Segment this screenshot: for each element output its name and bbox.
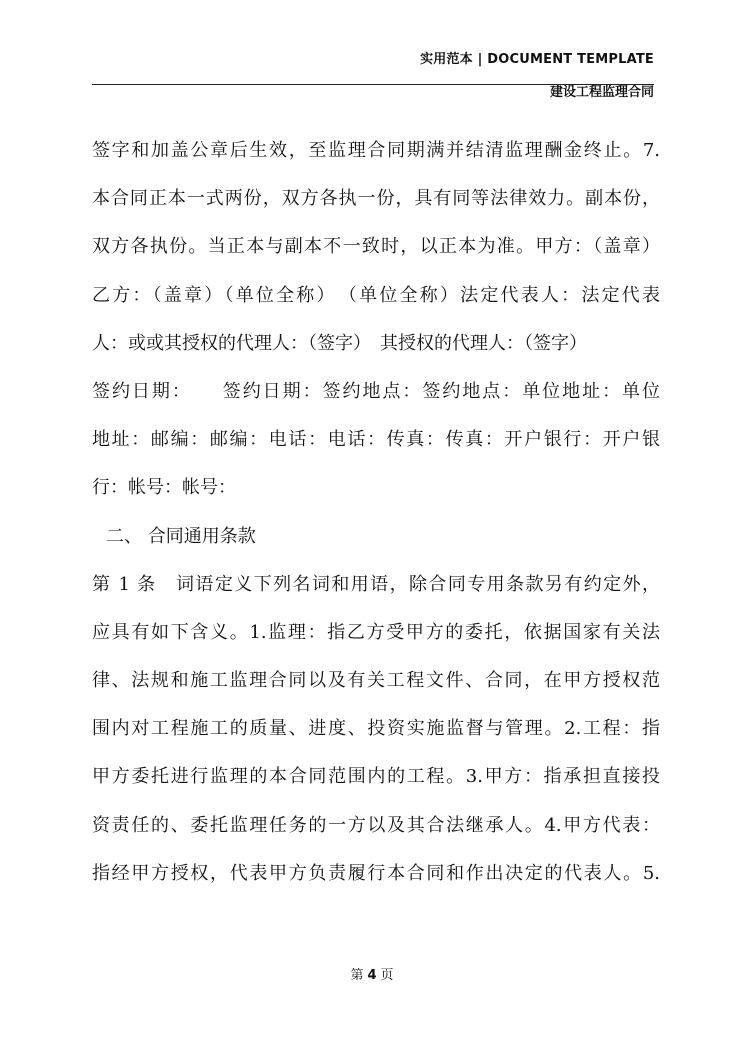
body-line: 行：帐号：帐号： (92, 477, 236, 499)
page-number: 4 (367, 968, 377, 983)
body-line: 围内对工程施工的质量、进度、投资实施监督与管理。2.工程：指 (92, 718, 660, 740)
body-line: 人：或或其授权的代理人：（签字） 其授权的代理人：（签字） (92, 332, 587, 354)
body-line: 地址：邮编：邮编：电话：电话：传真：传真：开户银行：开户银 (92, 429, 660, 451)
body-line: 本合同正本一式两份，双方各执一份，具有同等法律效力。副本份， (92, 188, 660, 210)
body-line: 资责任的、委托监理任务的一方以及其合法继承人。4.甲方代表： (92, 814, 660, 836)
header-subtitle: 建设工程监理合同 (549, 85, 654, 100)
body-line: 乙方：（盖章）（单位全称） （单位全称）法定代表人：法定代表 (92, 284, 660, 306)
section-heading: 二、 合同通用条款 (106, 525, 256, 547)
body-line: 甲方委托进行监理的本合同范围内的工程。3.甲方：指承担直接投 (92, 766, 660, 788)
page-header (420, 48, 654, 100)
footer-suffix: 页 (380, 968, 394, 983)
body-line: 第 1 条 词语定义下列名词和用语，除合同专用条款另有约定外， (92, 573, 660, 595)
body-line: 双方各执份。当正本与副本不一致时，以正本为准。甲方：（盖章） (92, 236, 660, 258)
body-line: 签约日期： 签约日期：签约地点：签约地点：单位地址：单位 (92, 380, 660, 402)
header-title: 实用范本 | DOCUMENT TEMPLATE (420, 52, 654, 67)
body-line: 应具有如下含义。1.监理：指乙方受甲方的委托，依据国家有关法 (92, 621, 660, 643)
page-footer (0, 964, 744, 983)
document-body (92, 140, 660, 911)
footer-prefix: 第 (350, 968, 364, 983)
body-line: 指经甲方授权，代表甲方负责履行本合同和作出决定的代表人。5. (92, 862, 660, 884)
body-line: 签字和加盖公章后生效，至监理合同期满并结清监理酬金终止。7. (92, 140, 660, 161)
header-divider (92, 84, 654, 85)
body-line: 律、法规和施工监理合同以及有关工程文件、合同，在甲方授权范 (92, 670, 660, 692)
